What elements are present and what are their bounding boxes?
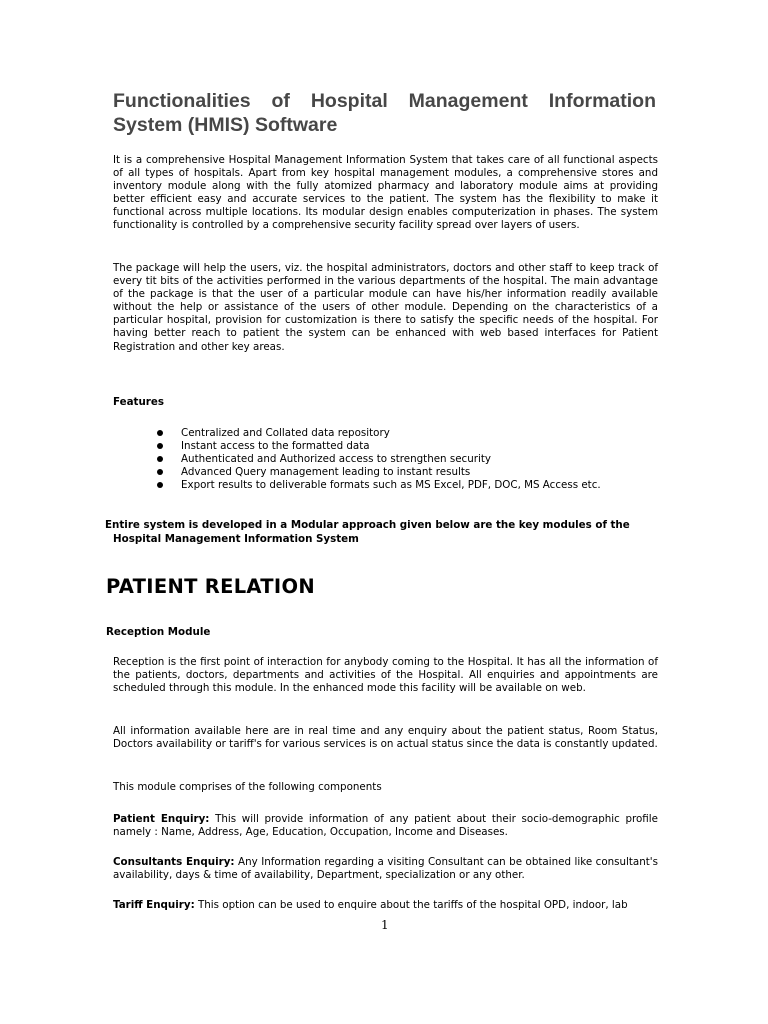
reception-paragraph-1: Reception is the first point of interaction for anybody coming to the Hospital. It has all the information of the patients, doctors, departments and activities of the Hospital. All enquiries and appointments are scheduled through this module. In the enhanced mode this facility will be available on web. bbox=[113, 656, 658, 695]
reception-module-heading: Reception Module bbox=[106, 626, 211, 638]
feature-text: Instant access to the formatted data bbox=[181, 440, 370, 453]
component-term: Tariff Enquiry: bbox=[113, 899, 195, 911]
section-heading: PATIENT RELATION bbox=[106, 575, 315, 598]
bullet-icon bbox=[157, 456, 163, 462]
component-consultants-enquiry bbox=[113, 856, 658, 882]
feature-item bbox=[157, 466, 601, 479]
features-list bbox=[157, 427, 601, 492]
modular-statement-line-2: Hospital Management Information System bbox=[113, 532, 359, 545]
component-patient-enquiry bbox=[113, 813, 658, 839]
component-tariff-enquiry bbox=[113, 899, 658, 912]
feature-text: Authenticated and Authorized access to strengthen security bbox=[181, 453, 491, 466]
bullet-icon bbox=[157, 430, 163, 436]
intro-paragraph-1: It is a comprehensive Hospital Management Information System that takes care of all functional aspects of all types of hospitals. Apart from key hospital management modules, a comprehensive stores and inventory module along with the fully atomized pharmacy and laboratory module aims at providing better efficient easy and accurate services to the patient. The system has the flexibility to make it functional across multiple locations. Its modular design enables computerization in phases. The system functionality is controlled by a comprehensive security facility spread over layers of users. bbox=[113, 154, 658, 232]
page-number: 1 bbox=[381, 918, 389, 932]
feature-text: Export results to deliverable formats such as MS Excel, PDF, DOC, MS Access etc. bbox=[181, 479, 601, 492]
reception-paragraph-2: All information available here are in real time and any enquiry about the patient status, Room Status, Doctors availability or tariff's for various services is on actual status since the data is constantly updated. bbox=[113, 725, 658, 751]
component-term: Consultants Enquiry: bbox=[113, 856, 235, 868]
bullet-icon bbox=[157, 482, 163, 488]
modular-statement-line-1: Entire system is developed in a Modular approach given below are the key modules of the bbox=[105, 519, 630, 531]
component-description: This will provide information of any patient about their socio-demographic profile namely : Name, Address, Age, Education, Occupation, Income and Diseases. bbox=[113, 813, 658, 839]
feature-text: Centralized and Collated data repository bbox=[181, 427, 390, 439]
component-description: Any Information regarding a visiting Consultant can be obtained like consultant's availability, days & time of availability, Department, specialization or any other. bbox=[113, 856, 658, 882]
modular-statement bbox=[105, 519, 665, 546]
component-description: This option can be used to enquire about the tariffs of the hospital OPD, indoor, lab bbox=[194, 899, 628, 911]
component-tariff-enquiry-wrapper bbox=[0, 899, 768, 913]
features-heading: Features bbox=[113, 396, 164, 408]
bullet-icon bbox=[157, 469, 163, 475]
component-term: Patient Enquiry: bbox=[113, 813, 210, 825]
intro-paragraph-2: The package will help the users, viz. the hospital administrators, doctors and other staff to keep track of every tit bits of the activities performed in the various departments of the hospital. The main advantage of the package is that the user of a particular module can have his/her information readily available without the help or assistance of the users of other module. Depending on the characteristics of a particular hospital, provision for customization is there to satisfy the specific needs of the hospital. For having better reach to patient the system can be enhanced with web based interfaces for Patient Registration and other key areas. bbox=[113, 262, 658, 353]
feature-item bbox=[157, 440, 601, 453]
reception-paragraph-3: This module comprises of the following components bbox=[113, 781, 382, 793]
feature-text: Advanced Query management leading to instant results bbox=[181, 466, 471, 479]
feature-item bbox=[157, 427, 601, 440]
document-title: Functionalities of Hospital Management Information System (HMIS) Software bbox=[113, 90, 656, 136]
feature-item bbox=[157, 453, 601, 466]
feature-item bbox=[157, 479, 601, 492]
bullet-icon bbox=[157, 443, 163, 449]
